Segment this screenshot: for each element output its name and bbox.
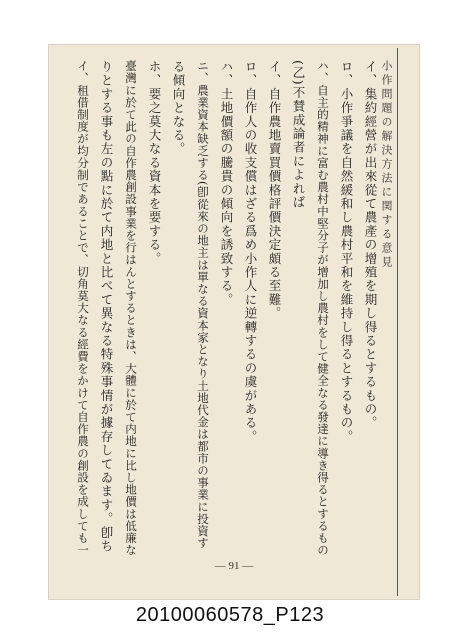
header-rule [397, 48, 398, 596]
page-number: — 91 — [214, 560, 254, 572]
text-line: イ、租借制度が均分制であることで、切角莫大なる經費をかけて自作農の創設を成しても一 [76, 60, 90, 557]
text-line: ロ、小作爭議を自然緩和し農村平和を維持し得るとするもの。 [339, 60, 354, 444]
text-line: (乙)不賛成論者によれば [291, 60, 306, 210]
text-line: りとする事も左の點に於て内地と比べて異なる特殊事情が據存してゐます。卽ち [99, 60, 114, 554]
text-line: る傾向となる。 [171, 60, 186, 156]
text-line: ホ、要之莫大なる資本を要する。 [147, 60, 162, 266]
image-caption: 20100060578_P123 [135, 604, 325, 626]
text-line: イ、自作農地賣買價格評價決定頗る至難。 [267, 60, 282, 321]
text-line: ロ、自作人の收支償はざる爲め小作人に逆轉するの虞がある。 [243, 60, 258, 444]
text-line: イ、集約經營が出來從て農產の增殖を期し得るとするもの。 [363, 60, 378, 430]
text-line: 臺灣に於て此の自作農創設事業を行はんとするときは、大體に於て内地に比し地價は低廉な [124, 60, 138, 557]
text-line: ニ、農業資本缺乏する(卽從來の地主は單なる資本家となり土地代金は都市の事業に投資す [196, 60, 210, 550]
text-line: ハ、自主的精神に富む農村中堅分子が增加し農村をして健全なる發達に導き得るとするもの [316, 60, 330, 557]
document-page [48, 44, 420, 600]
text-line: ハ、土地價額の騰貴の傾向を誘致する。 [219, 60, 234, 307]
running-header: 小作問題の解決方法に関する意見 [380, 60, 393, 270]
